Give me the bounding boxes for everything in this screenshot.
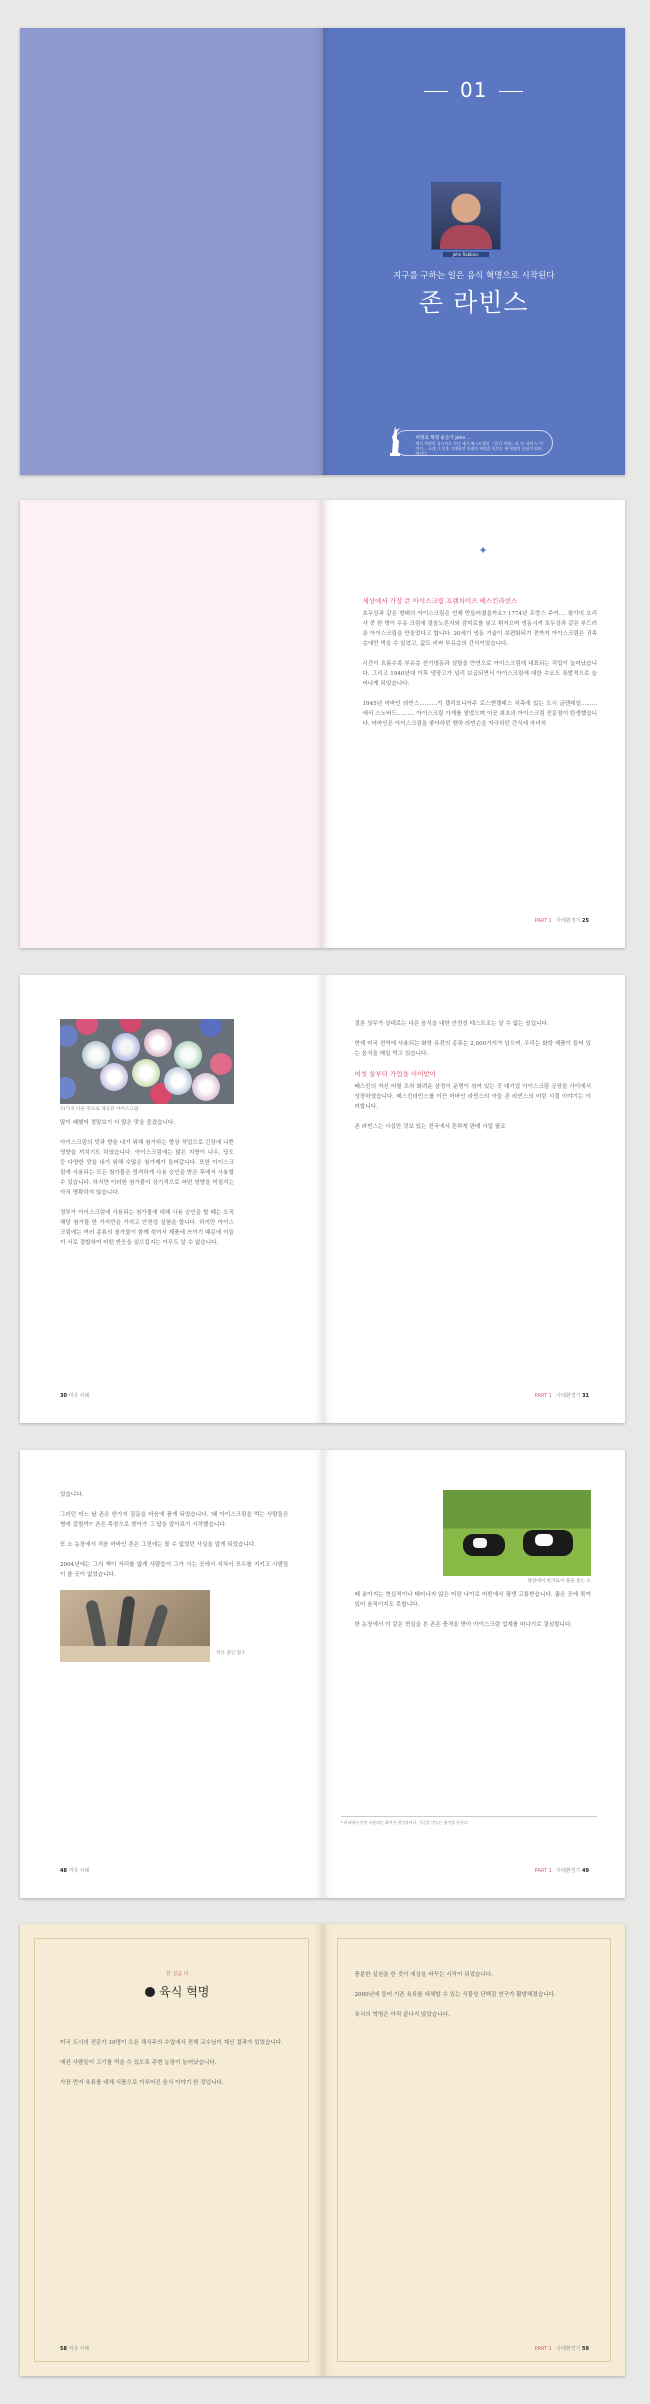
body-paragraph: 미국 도시의 전문가 10명이 오른 채식주의 수업에서 전체 교수님이 계신 결과가 있었습니다. (60, 2040, 283, 2046)
page-footer (535, 2345, 589, 2352)
intro-box (393, 430, 553, 456)
page-number: 59 (582, 2346, 589, 2352)
page-49 (323, 1450, 626, 1898)
page-footer (60, 1392, 89, 1399)
intro-label: 미래의 혁명 운동가 John ... (415, 436, 472, 441)
body-paragraph: 충분한 실천을 한 것이 세상을 바꾸는 시작이 되었습니다. (354, 1972, 494, 1978)
page-number: 48 (60, 1868, 67, 1874)
blank-left-page (20, 500, 323, 948)
footer-part: PART 1 (534, 918, 552, 924)
statue-icon (388, 425, 402, 457)
page-25 (323, 500, 626, 948)
ornament-icon: ✦ (478, 544, 488, 557)
page-31 (323, 975, 626, 1423)
footer-title: 미국 사례 (68, 2346, 90, 2352)
page-footer (535, 917, 589, 924)
page-59 (323, 1924, 626, 2376)
body-paragraph: 결론 상무가 상대로는 다른 음식을 대한 안전성 테스트조는 알 수 없는 일입니다. (354, 1021, 549, 1027)
title-bullet-icon (145, 1987, 155, 1997)
body-paragraph: 배스킨의 자신 어릴 조차 화려운 삼정이 운명이 섞여 있는 곳 대기업 아이스크림 공장들 사이에서 성장하였습니다. 배스킨라빈스를 이끈 어바인 라빈스의 아들 존 라빈스의 어린 시절 이야기는 이러합니다. (354, 1084, 591, 1110)
footer-section: 아레환경기 (556, 918, 581, 924)
portrait-caption: John Robbins (443, 252, 489, 257)
feature-kicker: 한 걸음 더 (166, 1971, 189, 1977)
chapter-title: 존 라빈스 (418, 288, 529, 317)
body-paragraph: 가장 먼저 육류를 대체 식품으로 이루어진 음식 이야기 한 것입니다. (60, 2080, 224, 2086)
page-58 (20, 1924, 323, 2376)
footer-part: PART 1 (534, 1393, 552, 1399)
body-paragraph: 정부가 아이스크림에 사용되는 첨가물에 대해 사용 승인을 할 때는 오직 해당 첨가물 한 가지만을 가지고 안전성 실험을 합니다. 하지만 아이스크림에는 여러 종류의 첨가물이 함께 섞여서 제품에 쓰이기 때문에 이들이 서로 결합하여 어떤 반응을 일으킬지는 아무도 알 수 없습니다. (60, 1210, 234, 1246)
page-48 (20, 1450, 323, 1898)
intro-text: 채식 혁명의 창시자로 지난 세기 베스트셀러 『음식 혁명』과 '존 라빈스' 이야기... 소개 그 이후 기대하던 미래의 혁명을 이끄는 새 혁명의 중심이 되어 계신다 (415, 441, 544, 456)
milking-machine-photo (60, 1590, 210, 1662)
feature-title-text: 육식 혁명 (159, 1985, 210, 1999)
page-number: 30 (60, 1393, 67, 1399)
body-paragraph: 한 농장에서 이 같은 현실을 본 존은 충격을 받아 아이스크림 업계를 떠나기로 결심합니다. (354, 1622, 573, 1628)
footer-section: 아레환경기 (556, 2346, 581, 2352)
page-number: 49 (582, 1868, 589, 1874)
spread-pages-30-31 (20, 975, 625, 1423)
body-paragraph: 육식의 혁명은 아직 끝나지 않았습니다. (354, 2012, 450, 2018)
figure-caption: 착유 중인 젖소 (216, 1651, 246, 1656)
page-footer (60, 2345, 89, 2352)
page-30 (20, 975, 323, 1423)
body-paragraph: 존 라빈스는 사십만 것보 있는 전국에서 흔하게 판매 사업 필요 (354, 1124, 506, 1130)
body-paragraph: 시간이 흐름수록 부유층 전기냉동과 설탕을 만연으로 아이스크림에 대표되는 직업이 늘어났습니다. 그리고 1940년대 이후 냉장고가 널리 보급되면서 아이스크림에 대한 수요도 폭발적으로 늘어나게 되었습니다. (362, 661, 597, 687)
body-paragraph: 2000년에 들어 기존 육류를 대체할 수 있는 식물성 단백질 연구가 활발해졌습니다. (354, 1992, 556, 1998)
body-paragraph: 떼 송아지는 현실적이나 태어나지 않은 어린 나이로 어떤에서 평생 고통받습니다. 좁은 곳에 묶여 있어 움직이지도 못합니다. (354, 1592, 591, 1608)
footer-part: PART 1 (534, 1868, 552, 1874)
cows-photo (443, 1490, 591, 1576)
chapter-tagline: 지구를 구하는 일은 음식 혁명으로 시작된다 (393, 271, 555, 281)
section-subhead: 여섯 살부터 가업을 이어받아 (354, 1070, 437, 1078)
cover-spread (20, 28, 625, 475)
figure-caption: 31가지 다른 맛으로 제공된 아이스크림 (60, 1107, 139, 1112)
spread-pages-58-59 (20, 1924, 625, 2376)
page-footer (535, 1392, 589, 1399)
body-paragraph: 아이스크림의 맛과 향을 내기 위해 첨가하는 향상 작업으로 긴장에 나쁜 영향을 끼치기도 하였습니다. 아이스크림에는 많은 지방이 나우, 당도 등 다양한 맛을 내기 위해 수많은 첨가제가 들어갑니다. 또한 아이스크림에 사용되는 모든 첨가물은 엄격하게 사용 승인을 받은 후에서 사용할 수 있습니다. 하지만 이러한 첨가물이 장기적으로 어떤 영향을 미칠지는 아직 명확하지 않습니다. (60, 1140, 234, 1196)
spread-pages-24-25 (20, 500, 625, 948)
body-paragraph: 그러던 어느 날 존은 한가지 질문을 마음에 품게 되었습니다. '왜 아이스크림을 먹는 사람들은 병에 걸릴까?' 존은 목장으로 찾아가 그 답을 알아보기 시작했습니다. (60, 1512, 289, 1528)
body-paragraph: 었습니다. (60, 1492, 84, 1498)
cover-right-page (323, 28, 626, 475)
footer-title: 미국 사례 (68, 1393, 90, 1399)
page-number: 31 (582, 1393, 589, 1399)
page-number: 25 (582, 918, 589, 924)
page-number: 58 (60, 2346, 67, 2352)
body-paragraph: 현재 미국 전역에 사용되는 화학 유전의 종류는 2,000가지가 넘으며, 우리는 화학 제품이 들어 있는 음식을 매일 먹고 있습니다. (354, 1041, 591, 1057)
footer-title: 미국 사례 (68, 1868, 90, 1874)
spread-pages-48-49 (20, 1450, 625, 1898)
feature-title (60, 1983, 295, 2000)
chapter-number: 01 (323, 78, 626, 102)
body-paragraph: 호두상과 같은 형태의 아이스크림은 언제 만들어졌을까요? 1774년 프랑스 주여.... 왕가의 요리사 중 한 명이 우유 크림에 얼음노른자와 감미료를 넣고 휘저으며 냉동시켜 호두상과 같은 부드러운 아이스크림을 만들었다고 합니다. 20세기 냉동 기술이 보편화되기 전까지 아이스크림은 귀족층에만 먹을 수 있었고, 값도 비싸 부유층의 간식이었습니다. (362, 611, 597, 647)
body-paragraph: 1945년 어바인 라빈스..........가 캘리포니아주 로스앤젤레스 처측에 있는 도시 글렌데일.........에서 스노버드.......... 아이스크림 가게를 열었으며 이곳 최초의 아이스크림 전문점이 탄생했습니다. 어바인은 아이스크림을 좋아하던 밴하 라빈슨을 자극하던 간식에 자녀처 (362, 701, 597, 727)
footer-section: 아레환경기 (556, 1868, 581, 1874)
footer-part: PART 1 (534, 2346, 552, 2352)
footnote: * 커피에서 얻어 사용되는 화학적 첨가물이나, 가공을 만드는 첨가물 등이다. (341, 1816, 598, 1826)
body-paragraph: 예컨 사람들이 고기를 먹을 수 있도록 주변 농장이 늘어났습니다. (60, 2060, 217, 2066)
section-subhead: 세상에서 가장 큰 아이스크림 프랜차이즈 배스킨라빈스 (362, 597, 518, 605)
author-portrait (431, 182, 501, 250)
footer-section: 아레환경기 (556, 1393, 581, 1399)
page-footer (535, 1867, 589, 1874)
cover-left-page (20, 28, 323, 475)
body-paragraph: 2004년에는 그의 책이 자리를 없게 사람들이 그가 사는 곳에서 지쳐서 모두를 지키고 사람들이 볼 곳이 없었습니다. (60, 1562, 289, 1578)
ice-cream-tubs-photo (60, 1019, 234, 1104)
figure-caption: 목장에서 한가로이 풀을 뜯는 소 (527, 1579, 591, 1584)
page-footer (60, 1867, 89, 1874)
body-paragraph: 또 소 농장에서 처음 어바인 존은 그전에는 볼 수 없었던 사실을 알게 되었습니다. (60, 1542, 257, 1548)
body-paragraph: 많이 쌔했어 정말보기 더 많은 맛을 즐겼습니다. (60, 1120, 176, 1126)
